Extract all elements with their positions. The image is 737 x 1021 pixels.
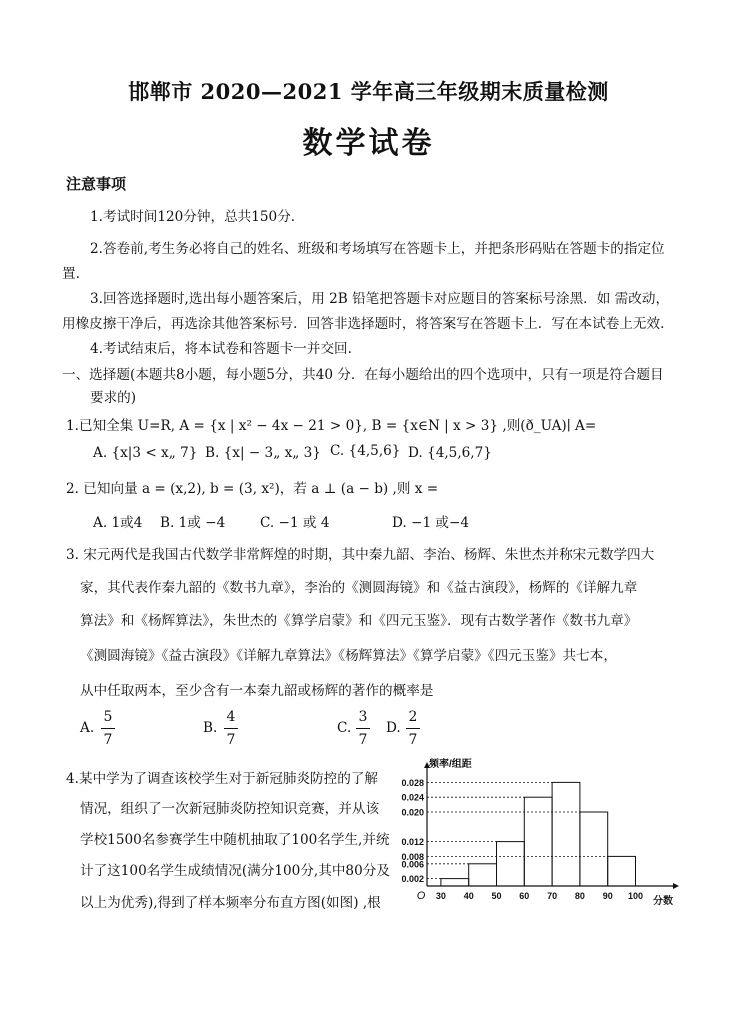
q1-option-a: A. {x|3 < x„ 7}: [93, 445, 198, 461]
note-1: 1.考试时间120分钟，总共150分.: [90, 209, 296, 225]
q4-line-3: 学校1500名参赛学生中随机抽取了100名学生,并统: [80, 832, 390, 848]
q4-line-4: 计了这100名学生成绩情况(满分100分,其中80分及: [80, 863, 390, 879]
frequency-histogram: [395, 758, 685, 918]
q1-option-b: B. {x| − 3„ x„ 3}: [205, 445, 321, 461]
note-3-cont: 用橡皮擦干净后，再选涂其他答案标号．回答非选择题时，将答案写在答题卡上．写在本试卷上无效.: [62, 316, 665, 332]
q4-line-2: 情况，组织了一次新冠肺炎防控知识竞赛，并从该: [80, 801, 380, 817]
q2-option-b: B. 1或 −4: [160, 515, 226, 531]
x-tick-label: 100: [627, 891, 644, 901]
notes-heading: 注意事项: [66, 175, 127, 193]
q3-option-b-fraction: 4 7: [224, 707, 238, 750]
q3-option-b-label: B.: [203, 720, 218, 736]
x-tick-label: 50: [491, 891, 502, 901]
note-2: 2.答卷前,考生务必将自己的姓名、班级和考场填写在答题卡上，并把条形码贴在答题卡的指定位: [90, 241, 665, 257]
subject-title: 数学试卷: [302, 126, 435, 161]
note-4: 4.考试结束后，将本试卷和答题卡一并交回.: [90, 341, 352, 357]
x-tick-label: 90: [602, 891, 613, 901]
note-3: 3.回答选择题时,选出每小题答案后，用 2B 铅笔把答题卡对应题目的答案标号涂黑．如 需改动，: [90, 291, 670, 307]
q3-line-2: 家，其代表作秦九韶的《数书九章》，李治的《测圆海镜》和《益古演段》，杨辉的《详解九章: [80, 580, 638, 596]
histogram-bar: [497, 842, 525, 886]
histogram-bar: [469, 864, 497, 886]
section-heading-cont: 要求的): [90, 390, 137, 406]
y-tick-label: 0.012: [401, 837, 424, 848]
q1-stem: 1.已知全集 U=R, A = {x | x² − 4x − 21 > 0}, B = {x∈N | x > 3} ,则(ð_UA)∣ A=: [66, 418, 597, 434]
q3-line-4: 《测圆海镜》《益古演段》《详解九章算法》《杨辉算法》《算学启蒙》《四元玉鉴》共七本，: [80, 648, 617, 664]
q3-option-a-fraction: 5 7: [101, 707, 115, 750]
q3-option-d-fraction: 2 7: [406, 707, 420, 750]
histogram-bar: [608, 856, 636, 886]
x-axis-arrow: [673, 883, 679, 889]
y-axis-label: 频率/组距: [429, 759, 472, 770]
origin-label: O: [416, 890, 426, 902]
y-tick-label: 0.006: [401, 859, 424, 870]
q3-option-c-label: C.: [337, 720, 352, 736]
q3-option-d-label: D.: [386, 720, 401, 736]
q2-option-a: A. 1或4: [93, 515, 143, 531]
y-tick-label: 0.020: [401, 807, 424, 818]
y-tick-label: 0.008: [401, 851, 424, 862]
y-tick-label: 0.028: [401, 777, 424, 788]
q3-line-5: 从中任取两本，至少含有一本秦九韶或杨辉的著作的概率是: [80, 683, 434, 699]
q1-option-d: D. {4,5,6,7}: [408, 445, 492, 461]
q1-option-c: C. {4,5,6}: [330, 443, 401, 459]
q2-option-d: D. −1 或−4: [392, 515, 470, 531]
q2-stem: 2. 已知向量 a = (x,2), b = (3, x²)，若 a ⊥ (a − b) ,则 x =: [66, 481, 439, 497]
x-tick-label: 60: [519, 891, 530, 901]
y-tick-label: 0.024: [401, 792, 424, 803]
x-axis-label: 分数: [653, 896, 673, 907]
x-tick-label: 40: [463, 891, 474, 901]
histogram-bar: [441, 879, 469, 886]
x-tick-label: 80: [574, 891, 585, 901]
q3-option-a-label: A.: [80, 720, 95, 736]
histogram-bar: [524, 797, 552, 886]
histogram-bar: [580, 812, 608, 886]
note-2-cont: 置.: [62, 266, 80, 282]
q3-line-1: 3. 宋元两代是我国古代数学非常辉煌的时期，其中秦九韶、李治、杨辉、朱世杰并称宋元数学四大: [66, 547, 655, 563]
q3-line-3: 算法》和《杨辉算法》，朱世杰的《算学启蒙》和《四元玉鉴》．现有古数学著作《数书九章》: [80, 613, 638, 629]
q2-option-c: C. −1 或 4: [260, 515, 330, 531]
y-tick-label: 0.002: [401, 874, 424, 885]
histogram-bar: [552, 782, 580, 886]
q4-line-5: 以上为优秀),得到了样本频率分布直方图(如图) ,根: [80, 895, 381, 911]
x-tick-label: 70: [547, 891, 558, 901]
q3-option-c-fraction: 3 7: [356, 707, 370, 750]
exam-title: 邯郸市 2020—2021 学年高三年级期末质量检测: [128, 79, 609, 104]
section-heading: 一、选择题(本题共8小题，每小题5分，共40 分．在每小题给出的四个选项中，只有一项是符合题目: [62, 367, 664, 383]
x-tick-label: 30: [435, 891, 446, 901]
q4-line-1: 4.某中学为了调查该校学生对于新冠肺炎防控的了解: [66, 771, 379, 787]
